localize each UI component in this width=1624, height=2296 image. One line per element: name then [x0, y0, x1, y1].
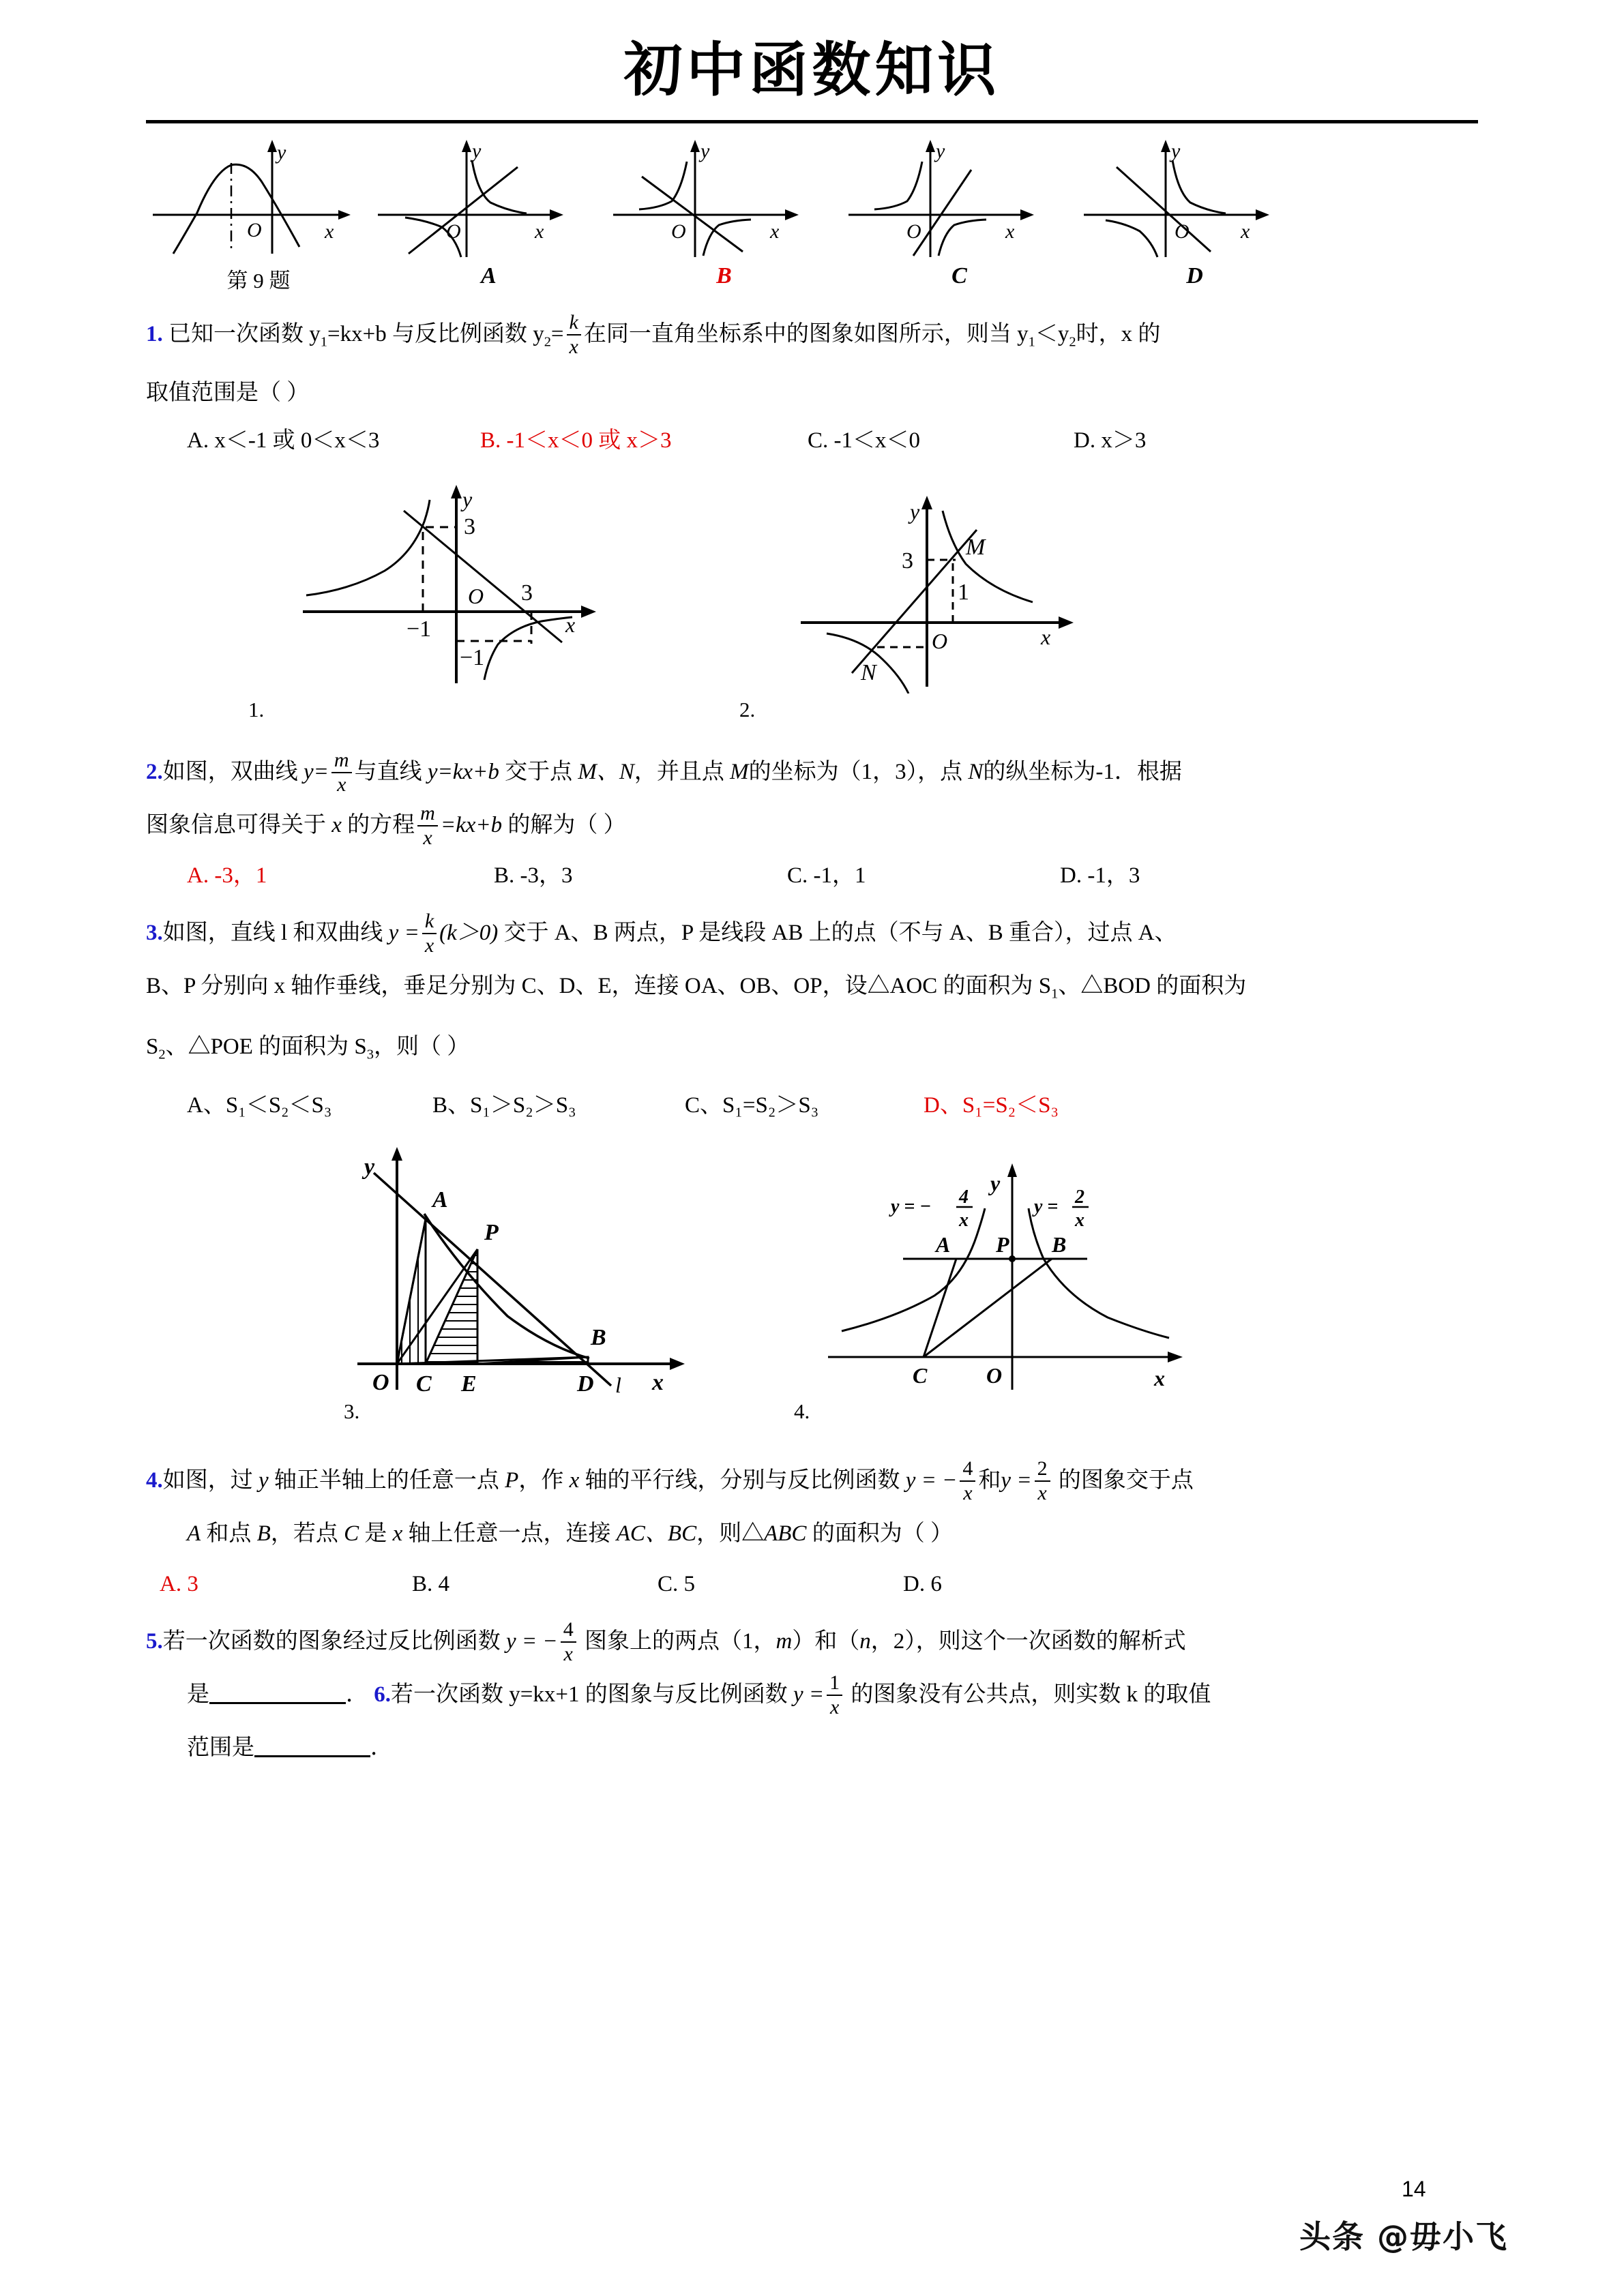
q4-l2l: 的面积为（ ）: [806, 1521, 953, 1547]
q4-l2j: ，则△: [696, 1521, 765, 1547]
q1-t4: 在同一直角坐标系中的图象如图所示，则当 y: [583, 322, 1029, 347]
q6-b: 的图象没有公共点，则实数 k 的取值: [845, 1682, 1211, 1708]
question-1-options: [146, 417, 1478, 464]
q2-opt-d-label: D.: [1060, 863, 1082, 888]
axis-label-x: x: [325, 220, 334, 243]
figure-3-graph: [344, 1132, 726, 1398]
q1-opt-b-value: ‑1＜x＜0 或 x＞3: [506, 428, 672, 453]
axis-label-x: x: [1241, 220, 1250, 243]
q4-eq2lead: y =: [1001, 1468, 1032, 1493]
q3-a: 如图，直线 l 和双曲线: [162, 920, 389, 945]
q1-opt-c-label: C.: [808, 428, 829, 453]
q4-fraction-4-over-x: [960, 1457, 975, 1506]
q3-opt-b-label: B、: [432, 1093, 471, 1118]
q2-pointN: N: [968, 759, 984, 784]
q2-frac1-den: x: [337, 773, 346, 796]
fig3-point-e: E: [461, 1371, 477, 1397]
question-2-options: [146, 852, 1478, 899]
q4-c: ，作: [518, 1468, 570, 1493]
q5-varm: m: [776, 1629, 793, 1654]
q3-opt-d-value: S₁=S₂＜S₃: [962, 1093, 1059, 1118]
q2-opt-a-label: A.: [187, 863, 209, 888]
fig2-tick-y3: 3: [902, 548, 913, 573]
q3-option-d[interactable]: [924, 1082, 1059, 1129]
q2-opt-c-label: C.: [787, 863, 808, 888]
q3-l3c: ，则（ ）: [374, 1034, 470, 1060]
axis-label-y: y: [700, 140, 710, 163]
figure-option-a: [371, 134, 606, 289]
q2-l2c: =kx+b: [440, 812, 503, 837]
q4-frac1-den: x: [963, 1482, 973, 1505]
question-1-line2: 取值范围是（ ）: [146, 380, 310, 405]
fig2-tick-x1: 1: [958, 579, 969, 605]
q4-pointP: P: [505, 1468, 519, 1493]
q5-c: ）和（: [792, 1629, 860, 1654]
fig4-label-left-eq: y = −: [891, 1196, 932, 1218]
question-4-line2: [146, 1507, 1478, 1560]
fig4-point-c: C: [913, 1363, 928, 1388]
q4-option-d[interactable]: [903, 1560, 942, 1608]
fig2-point-m: M: [966, 534, 986, 560]
fig1-tick-x3: 3: [521, 580, 533, 606]
origin-label: O: [671, 220, 686, 243]
q3-option-a[interactable]: [187, 1082, 432, 1129]
q4-opt-b-value: 4: [438, 1572, 450, 1597]
q3-frac-den: x: [424, 934, 434, 957]
origin-label: O: [932, 628, 948, 653]
figure-label-a: A: [481, 263, 497, 289]
title-block: [0, 0, 1624, 104]
q2-frac2-num: m: [417, 802, 438, 827]
top-figure-row: [0, 134, 1624, 294]
axis-label-x: x: [1005, 220, 1015, 243]
axis-label-x: x: [1041, 624, 1051, 649]
axis-label-x: x: [565, 612, 576, 637]
question-4: [0, 1454, 1624, 1608]
q3-opt-a-label: A、: [187, 1093, 226, 1118]
q3-l3a: S: [146, 1034, 159, 1060]
q4-a: 如图，过: [162, 1468, 259, 1493]
figure-4-caption: 4.: [794, 1399, 810, 1424]
page-title: 初中函数知识: [623, 36, 1001, 104]
question-6-line2: 范围是 ．: [187, 1735, 393, 1761]
question-4-number: 4.: [146, 1468, 163, 1493]
q4-fraction-2-over-x: [1035, 1457, 1050, 1506]
title-divider: [146, 120, 1478, 123]
q1-opt-d-value: x＞3: [1101, 428, 1147, 453]
q4-opt-c-label: C.: [658, 1572, 679, 1597]
q2-opt-b-value: ‑3，3: [520, 863, 573, 888]
fig4-point-a: A: [936, 1232, 951, 1257]
q5-fraction-4-over-x: [561, 1618, 576, 1667]
figure-4-graph: [814, 1132, 1265, 1398]
q3-eqlead: y =: [388, 920, 419, 945]
q4-vary: y: [259, 1468, 269, 1493]
q1-option-c[interactable]: [808, 417, 1074, 464]
origin-label: O: [247, 219, 262, 242]
fig3-point-d: D: [577, 1371, 594, 1397]
figure-option-c: [842, 134, 1077, 289]
origin-label: O: [468, 583, 484, 608]
fig3-axis-x: x: [652, 1370, 664, 1396]
q2-varx: x: [331, 812, 342, 837]
question-6-number: 6.: [374, 1682, 391, 1708]
q2-opt-b-label: B.: [494, 863, 515, 888]
axis-label-x: x: [535, 220, 544, 243]
lower-figure-row: [0, 1132, 1624, 1424]
q5-l2: 是: [187, 1682, 209, 1708]
q1-opt-c-value: ‑1＜x＜0: [833, 428, 921, 453]
question-4-line1: [146, 1454, 1478, 1507]
q4-opt-a-value: 3: [187, 1572, 198, 1597]
q2-l2a: 图象信息可得关于: [146, 812, 332, 837]
fig3-axis-y: y: [364, 1154, 375, 1180]
fig4-point-p: P: [996, 1232, 1009, 1257]
figure-3-caption: 3.: [344, 1399, 360, 1424]
q3-l3-sub: 2: [158, 1047, 166, 1063]
q6-fraction-1-over-x: [827, 1671, 842, 1720]
q6-frac-num: 1: [827, 1671, 842, 1697]
fig4-label-right-eq: y =: [1034, 1196, 1059, 1218]
figure-1: [248, 475, 739, 722]
q1-t6: 时，x 的: [1076, 322, 1161, 347]
fig4-left-den: x: [959, 1210, 969, 1232]
q6-answer-blank[interactable]: [254, 1735, 370, 1757]
q5-frac-den: x: [563, 1643, 573, 1666]
figure-label-b: B: [716, 263, 732, 289]
axis-label-x: x: [770, 220, 780, 243]
q3-l2-sub: 1: [1051, 986, 1059, 1002]
q2-eqlead: y=: [304, 759, 329, 784]
question-4-options: [146, 1560, 1478, 1608]
fig3-line-l: l: [615, 1373, 621, 1398]
q4-opt-a-label: A.: [160, 1572, 182, 1597]
question-3-number: 3.: [146, 920, 163, 945]
q4-l2a: A: [187, 1521, 201, 1547]
q2-option-d[interactable]: [1060, 852, 1140, 899]
watermark: 头条 @毋小飞: [1299, 2218, 1509, 2255]
q2-points: M、N: [578, 759, 634, 784]
figure-label-d: D: [1186, 263, 1203, 289]
origin-label: O: [1175, 220, 1190, 243]
q6-frac-den: x: [829, 1696, 840, 1719]
q5-b: 图象上的两点（1，: [578, 1629, 776, 1654]
fig4-left-num: 4: [959, 1187, 969, 1208]
fig4-axis-y: y: [990, 1171, 1001, 1196]
q3-opt-a-value: S₁＜S₂＜S₃: [225, 1093, 332, 1118]
question-3: [0, 906, 1624, 1129]
question-2-line1: [146, 745, 1478, 799]
figure-question9: [146, 134, 371, 294]
figure-3: [344, 1132, 794, 1424]
q4-opt-c-value: 5: [683, 1572, 696, 1597]
q4-l2g: x: [392, 1521, 403, 1547]
q1-t3: =: [550, 322, 564, 347]
figure-caption-q9: 第 9 题: [226, 269, 291, 293]
q4-l2h: 轴上任意一点，连接: [402, 1521, 617, 1547]
fig4-axis-x: x: [1154, 1366, 1165, 1391]
q2-pointM: M: [730, 759, 749, 784]
q3-l3-sub2: 3: [366, 1047, 374, 1063]
option-d-graph: [1077, 134, 1305, 260]
q3-opt-b-value: S₁＞S₂＞S₃: [470, 1093, 576, 1118]
q5-varn: n: [859, 1629, 871, 1654]
fig3-point-a: A: [432, 1187, 448, 1213]
q4-l2i: AC、BC: [616, 1521, 697, 1547]
q2-option-a[interactable]: [187, 852, 494, 899]
mid-figure-row: [0, 475, 1624, 722]
q2-b: 与直线: [354, 759, 428, 784]
axis-label-y: y: [277, 141, 286, 164]
fig4-origin: O: [986, 1363, 1003, 1388]
q4-frac2-den: x: [1037, 1482, 1047, 1505]
q4-varx: x: [569, 1468, 580, 1493]
q3-opt-c-label: C、: [685, 1093, 723, 1118]
question-2-number: 2.: [146, 759, 163, 784]
q1-s1: 1: [320, 334, 327, 350]
q5-d: ，2），则这个一次函数的解析式: [870, 1629, 1186, 1654]
parabola-graph: [146, 134, 364, 260]
question-3-line3: [146, 1020, 1478, 1082]
fig1-tick-x-neg1: −1: [407, 616, 432, 642]
q4-d: 轴的平行线，分别与反比例函数: [579, 1468, 906, 1493]
figure-label-c: C: [951, 263, 967, 289]
q4-opt-d-label: D.: [903, 1572, 926, 1597]
q4-e: 和: [978, 1468, 1001, 1493]
question-2: [0, 745, 1624, 899]
q1-t2: =kx+b 与反比例函数 y: [327, 322, 544, 347]
question-5: [0, 1615, 1624, 1774]
q2-opt-d-value: ‑1，3: [1087, 863, 1140, 888]
q1-t1: 已知一次函数 y: [168, 322, 321, 347]
q6-l2: 范围是: [187, 1735, 254, 1761]
q3-opt-c-value: S₁=S₂＞S₃: [722, 1093, 819, 1118]
q2-fraction2-m-over-x: [417, 802, 438, 850]
q4-frac2-num: 2: [1035, 1457, 1050, 1482]
q2-option-b[interactable]: [494, 852, 787, 899]
q4-frac1-num: 4: [960, 1457, 975, 1482]
question-5-number: 5.: [146, 1629, 163, 1654]
q2-l2d: 的解为（ ）: [502, 812, 626, 837]
q1-s3: 1: [1028, 334, 1035, 350]
q2-eq2: y=kx+b: [427, 759, 499, 784]
q1-s4: 2: [1069, 334, 1076, 350]
fig3-point-p: P: [484, 1220, 499, 1246]
fig4-right-den: x: [1075, 1210, 1084, 1232]
question-1-text: [146, 308, 1478, 369]
q3-opt-d-label: D、: [924, 1093, 962, 1118]
q4-l2c: B: [256, 1521, 271, 1547]
q2-opt-a-value: ‑3，1: [214, 863, 267, 888]
q5-a: 若一次函数的图象经过反比例函数: [162, 1629, 506, 1654]
origin-label: O: [446, 220, 461, 243]
q2-opt-c-value: ‑1，1: [813, 863, 866, 888]
q1-frac-den: x: [569, 336, 578, 359]
fig1-tick-y-neg1: −1: [460, 644, 485, 670]
option-a-graph: [371, 134, 600, 260]
question-5-line1: [146, 1615, 1478, 1668]
figure-2-caption: 2.: [739, 697, 756, 721]
q4-opt-b-label: B.: [412, 1572, 433, 1597]
fig2-point-n: N: [861, 659, 876, 685]
figure-2: [739, 489, 1217, 722]
q3-b: 交于 A、B 两点，P 是线段 AB 上的点（不与 A、B 重合），过点 A、: [498, 920, 1177, 945]
q2-e: 的坐标为（1，3），点: [748, 759, 969, 784]
figure-1-graph: [289, 475, 644, 694]
option-c-graph: [842, 134, 1070, 260]
q2-d: ，并且点: [634, 759, 730, 784]
q6-eqlead: y =: [793, 1682, 825, 1708]
q5-frac-num: 4: [561, 1618, 576, 1643]
page-number: 14: [1402, 2177, 1426, 2201]
q2-frac2-den: x: [423, 826, 432, 850]
q6-a: 若一次函数 y=kx+1 的图象与反比例函数: [391, 1682, 793, 1708]
q2-option-c[interactable]: [787, 852, 1060, 899]
q3-l2b: 、△BOD 的面积为: [1058, 973, 1247, 998]
q1-opt-a-value: x＜‑1 或 0＜x＜3: [214, 428, 380, 453]
fig3-point-c: C: [416, 1371, 432, 1397]
axis-label-y: y: [472, 140, 482, 163]
q4-l2e: C: [344, 1521, 359, 1547]
q3-option-b[interactable]: [432, 1082, 685, 1129]
q4-l2b: 和点: [201, 1521, 257, 1547]
axis-label-y: y: [936, 140, 945, 163]
q1-option-a[interactable]: [187, 417, 480, 464]
fig3-origin: O: [372, 1370, 389, 1396]
q4-option-b[interactable]: [412, 1560, 658, 1608]
q2-l2b: 的方程: [341, 812, 415, 837]
q4-f: 的图象交于点: [1052, 1468, 1194, 1493]
question-3-line2: [146, 959, 1478, 1021]
figure-option-b: [606, 134, 842, 289]
q1-opt-b-label: B.: [480, 428, 501, 453]
origin-label: O: [906, 220, 921, 243]
q1-frac-num: k: [567, 311, 581, 336]
q4-option-c[interactable]: [658, 1560, 903, 1608]
q1-t5: ＜y: [1035, 322, 1069, 347]
option-b-graph: [606, 134, 835, 260]
axis-label-y: y: [1171, 140, 1181, 163]
q3-l3b: 、△POE 的面积为 S: [165, 1034, 367, 1060]
fig4-right-num: 2: [1075, 1187, 1084, 1208]
q3-cond: (k＞0): [439, 920, 499, 945]
question-3-options: [146, 1082, 1478, 1129]
q1-opt-d-label: D.: [1074, 428, 1096, 453]
q2-fraction-m-over-x: [331, 749, 352, 797]
q4-l2k: ABC: [764, 1521, 807, 1547]
q4-eq1lead: y = −: [905, 1468, 958, 1493]
q3-frac-num: k: [422, 910, 437, 935]
q5-answer-blank[interactable]: [209, 1682, 346, 1704]
figure-1-caption: 1.: [248, 697, 265, 721]
q1-opt-a-label: A.: [187, 428, 209, 453]
q2-f: 的纵坐标为‑1．根据: [983, 759, 1182, 784]
fig3-point-b: B: [591, 1325, 606, 1351]
question-3-line1: [146, 906, 1478, 959]
q4-option-a[interactable]: [160, 1560, 412, 1608]
fig1-tick-y3: 3: [464, 513, 475, 539]
question-5-line2-and-6: 是 ． 6.若一次函数 y=kx+1 的图象与反比例函数 y = $\frac{1}{x}$ 的图象没有公共点，则实数 k 的取值: [187, 1671, 1211, 1719]
q3-fraction-k-over-x: [422, 910, 437, 958]
axis-label-y: y: [910, 498, 920, 524]
q3-option-c[interactable]: [685, 1082, 924, 1129]
question-1: [0, 308, 1624, 464]
q1-fraction-k-over-x: [567, 311, 581, 359]
q4-l2f: 是: [359, 1521, 393, 1547]
q4-opt-d-value: 6: [930, 1572, 942, 1597]
q4-b: 轴正半轴上的任意一点: [268, 1468, 505, 1493]
fig4-point-b: B: [1052, 1232, 1067, 1257]
axis-label-y: y: [462, 486, 473, 511]
question-1-number: 1.: [146, 322, 163, 347]
figure-option-d: [1077, 134, 1312, 289]
figure-4: [794, 1132, 1271, 1424]
question-2-line2: [146, 799, 1478, 852]
q3-l2: B、P 分别向 x 轴作垂线，垂足分别为 C、D、E，连接 OA、OB、OP，设△AOC 的面积为 S: [146, 973, 1052, 998]
q1-option-b[interactable]: [480, 417, 808, 464]
figure-2-graph: [787, 489, 1114, 694]
q2-a: 如图，双曲线: [162, 759, 304, 784]
q2-c: 交于点: [499, 759, 578, 784]
q1-s2: 2: [544, 334, 551, 350]
q4-l2d: ，若点: [270, 1521, 344, 1547]
q2-frac1-num: m: [331, 749, 352, 774]
q1-option-d[interactable]: [1074, 417, 1146, 464]
q5-eqlead: y = −: [506, 1629, 558, 1654]
